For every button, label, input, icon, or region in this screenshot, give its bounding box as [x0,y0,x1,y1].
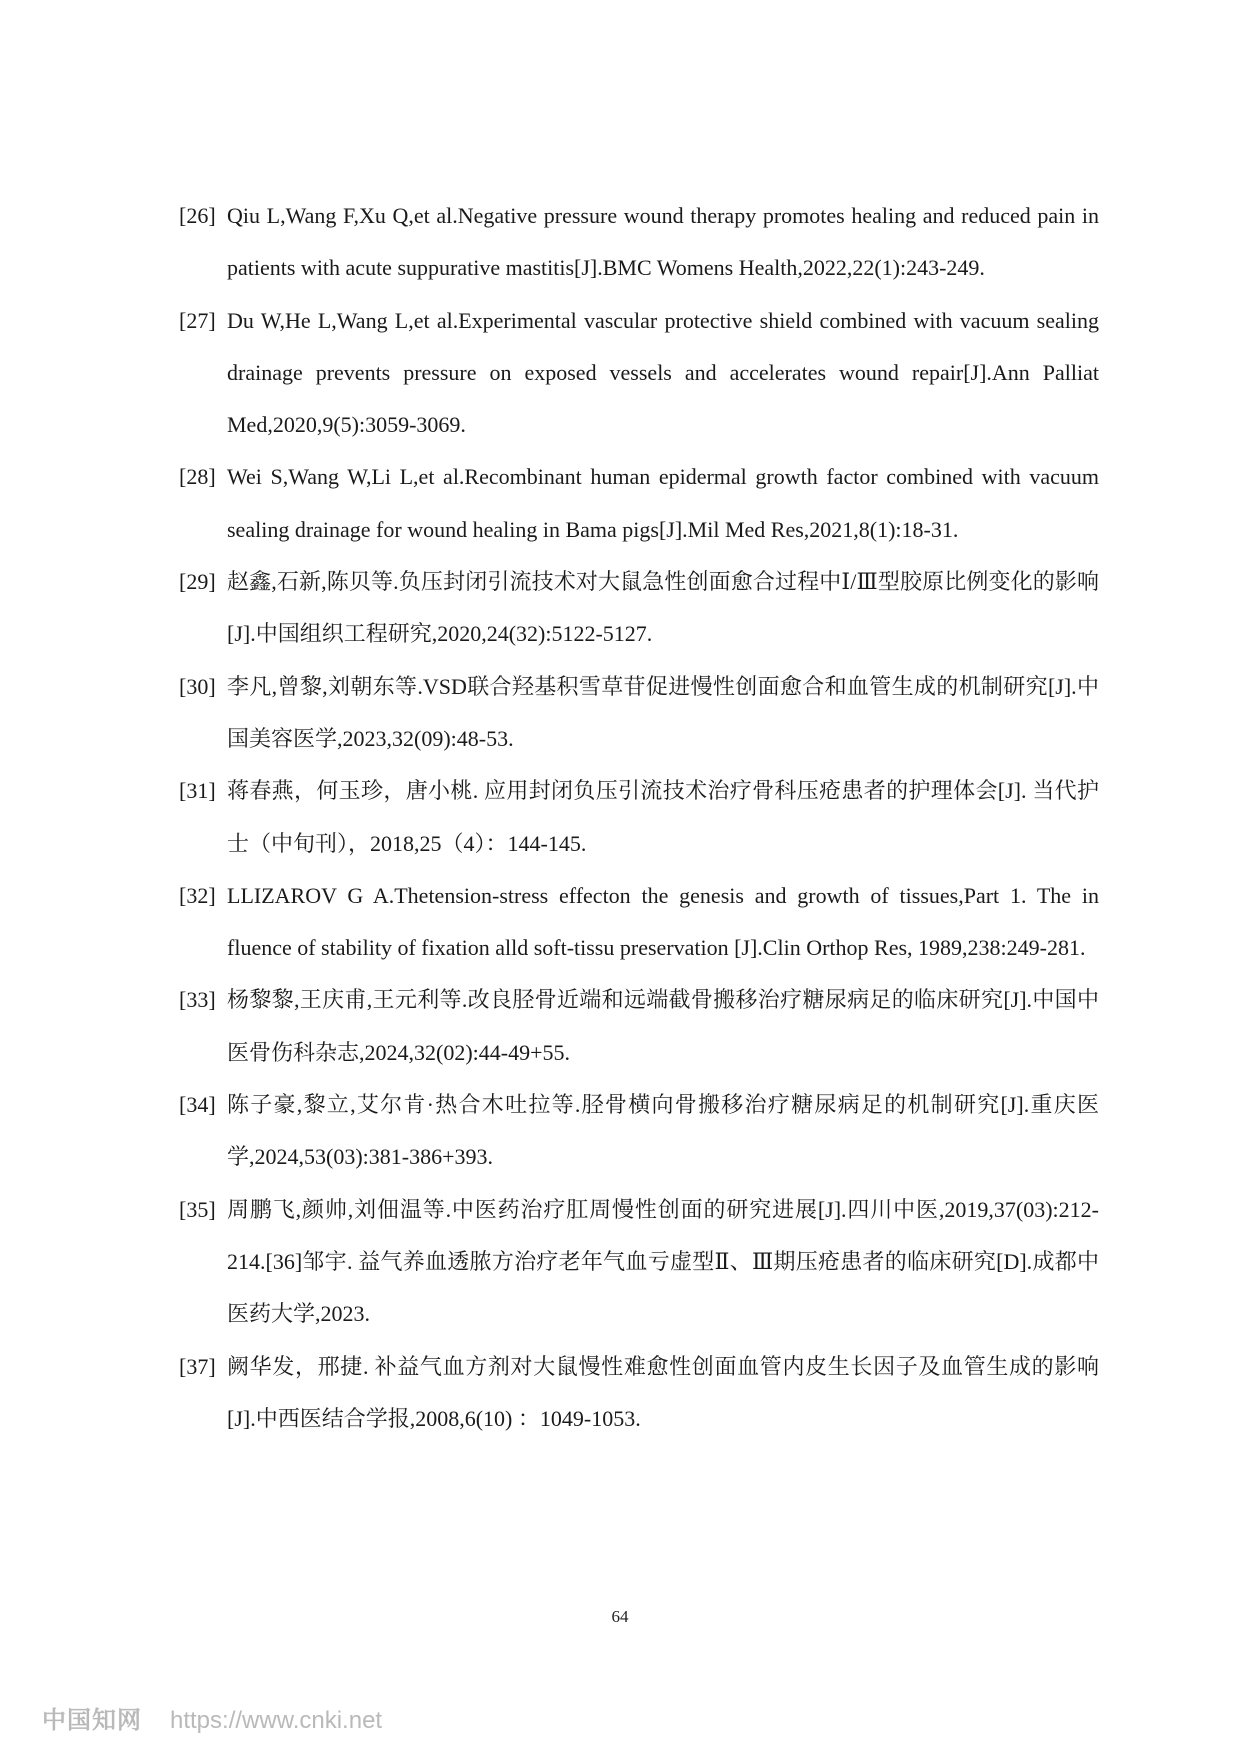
reference-text: 周鹏飞,颜帅,刘佃温等.中医药治疗肛周慢性创面的研究进展[J].四川中医,2019,37(03):212-214.[36]邹宇. 益气养血透脓方治疗老年气血亏虚型Ⅱ、Ⅲ期压疮患者的临床研究[D].成都中医药大学,2023. [227,1196,1099,1327]
reference-text: Qiu L,Wang F,Xu Q,et al.Negative pressure wound therapy promotes healing and reduced pain in patients with acute suppurative mastitis[J].BMC Womens Health,2022,22(1):243-249. [227,203,1099,281]
reference-item-30 [179,661,1099,766]
reference-item-33 [179,974,1099,1079]
reference-item-29 [179,556,1099,661]
reference-number: [27] [179,307,216,333]
reference-number: [37] [179,1353,216,1379]
reference-number: [31] [179,778,216,804]
reference-item-31 [179,765,1099,870]
reference-item-26 [179,190,1099,295]
page-number: 64 [611,1607,629,1626]
cnki-watermark [42,1700,382,1735]
reference-item-35 [179,1184,1099,1341]
reference-number: [35] [179,1196,216,1222]
reference-number: [32] [179,882,216,908]
reference-text: 赵鑫,石新,陈贝等.负压封闭引流技术对大鼠急性创面愈合过程中Ⅰ/Ⅲ型胶原比例变化的影响[J].中国组织工程研究,2020,24(32):5122-5127. [227,569,1099,647]
reference-item-28 [179,451,1099,556]
watermark-url: https://www.cnki.net [170,1707,383,1734]
watermark-logo: 中国知网 [42,1706,142,1734]
reference-item-34 [179,1079,1099,1184]
reference-number: [26] [179,203,216,228]
reference-number: [29] [179,569,216,595]
reference-item-37 [179,1341,1099,1446]
reference-list [179,190,1099,1445]
reference-number: [28] [179,464,216,490]
reference-text: Du W,He L,Wang L,et al.Experimental vascular protective shield combined with vacuum sealing drainage prevents pressure on exposed vessels and accelerates wound repair[J].Ann Palliat Med,2020,9(5):3059-3069. [227,307,1099,438]
reference-text: Wei S,Wang W,Li L,et al.Recombinant human epidermal growth factor combined with vacuum sealing drainage for wound healing in Bama pigs[J].Mil Med Res,2021,8(1):18-31. [227,464,1099,542]
reference-number: [30] [179,673,216,699]
reference-text: 李凡,曾黎,刘朝东等.VSD联合羟基积雪草苷促进慢性创面愈合和血管生成的机制研究[J].中国美容医学,2023,32(09):48-53. [227,673,1099,751]
reference-item-27 [179,295,1099,452]
reference-number: [34] [179,1092,216,1118]
reference-number: [33] [179,987,216,1013]
reference-text: 阙华发，邢捷. 补益气血方剂对大鼠慢性难愈性创面血管内皮生长因子及血管生成的影响[J].中西医结合学报,2008,6(10) ：1049-1053. [227,1353,1099,1431]
reference-text: 杨黎黎,王庆甫,王元利等.改良胫骨近端和远端截骨搬移治疗糖尿病足的临床研究[J].中国中医骨伤科杂志,2024,32(02):44-49+55. [227,987,1099,1065]
reference-text: 陈子豪,黎立,艾尔肯·热合木吐拉等.胫骨横向骨搬移治疗糖尿病足的机制研究[J].重庆医学,2024,53(03):381-386+393. [227,1092,1099,1170]
reference-text: 蒋春燕，何玉珍，唐小桃. 应用封闭负压引流技术治疗骨科压疮患者的护理体会[J]. 当代护士（中旬刊），2018,25（4）：144-145. [227,778,1099,856]
reference-item-32 [179,870,1099,975]
reference-text: LLIZAROV G A.Thetension-stress effecton the genesis and growth of tissues,Part 1. The in fluence of stability of fixation alld soft-tissu preservation [J].Clin Orthop Res, 1989,238:249-281. [227,882,1099,961]
